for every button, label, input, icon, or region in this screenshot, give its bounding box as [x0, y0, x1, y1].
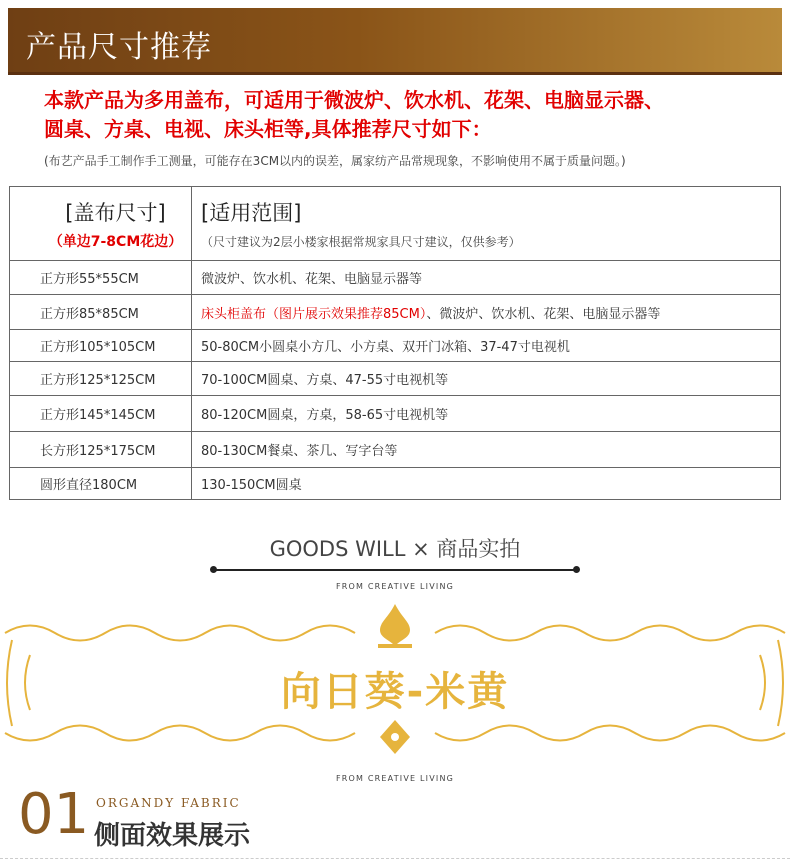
- table-row: [10, 330, 781, 362]
- frame-scroll-top-left: [5, 626, 355, 641]
- frame-scroll-bottom-left: [5, 726, 355, 741]
- diamond-center: [391, 733, 399, 741]
- banner-underline: [8, 72, 782, 75]
- usage-cell: [192, 261, 781, 295]
- size-cell: 正方形85*85CM: [10, 295, 192, 330]
- table-row: [10, 432, 781, 468]
- intro-line-1: 本款产品为多用盖布，可适用于微波炉、饮水机、花架、电脑显示器、: [44, 88, 664, 112]
- variety-name: 向日葵-米黄: [280, 669, 510, 715]
- fleur-de-lis-icon: [380, 604, 410, 646]
- size-cell: 正方形105*105CM: [10, 330, 192, 362]
- usage-cell: [192, 330, 781, 362]
- frame-scroll-bottom-right: [435, 726, 785, 741]
- usage-cell: [192, 362, 781, 396]
- size-cell: 正方形55*55CM: [10, 261, 192, 295]
- table-header-row: [10, 187, 781, 261]
- size-cell: 正方形125*125CM: [10, 362, 192, 396]
- size-cell: 长方形125*175CM: [10, 432, 192, 468]
- goods-divider: [213, 569, 577, 571]
- header-usage-sub: （尺寸建议为2层小楼家根据常规家具尺寸建议，仅供参考）: [201, 235, 521, 249]
- size-cell: 正方形145*145CM: [10, 396, 192, 432]
- usage-text: 80-120CM圆桌，方桌，58-65寸电视机等: [201, 408, 449, 423]
- usage-text: 80-130CM餐桌、茶几、写字台等: [201, 444, 398, 459]
- section-english: ORGANDY FABRIC: [96, 796, 241, 810]
- usage-text: 、微波炉、饮水机、花架、电脑显示器等: [426, 306, 661, 322]
- usage-text: 130-150CM圆桌: [201, 478, 302, 493]
- header-size-title: [盖布尺寸]: [65, 200, 166, 225]
- usage-cell: [192, 432, 781, 468]
- header-cell-usage: [192, 187, 781, 261]
- divider-dot-right: [573, 566, 580, 573]
- tagline-top: FROM CREATIVE LIVING: [335, 582, 455, 591]
- table-row: [10, 362, 781, 396]
- table-row: [10, 261, 781, 295]
- usage-text: 70-100CM圆桌、方桌、47-55寸电视机等: [201, 373, 449, 388]
- measurement-note: (布艺产品手工制作手工测量，可能存在3CM以内的误差，属家纺产品常规现象，不影响使用不属于质量问题。): [44, 154, 626, 168]
- section-number: 01: [18, 782, 90, 847]
- table-row: [10, 396, 781, 432]
- table-row: [10, 295, 781, 330]
- intro-line-2: 圆桌、方桌、电视、床头柜等,具体推荐尺寸如下：: [44, 117, 492, 141]
- usage-text: 微波炉、饮水机、花架、电脑显示器等: [201, 272, 423, 287]
- usage-cell: [192, 396, 781, 432]
- size-table: [9, 186, 781, 500]
- usage-cell: [192, 468, 781, 500]
- goods-title: GOODS WILL × 商品实拍: [269, 537, 521, 561]
- bottom-divider: [0, 858, 790, 859]
- table-body: [10, 261, 781, 500]
- tagline-bottom: FROM CREATIVE LIVING: [335, 774, 455, 783]
- header-usage-title: [适用范围]: [201, 201, 302, 225]
- table-row: [10, 468, 781, 500]
- fleur-base: [378, 644, 412, 648]
- banner-title: 产品尺寸推荐: [26, 30, 212, 65]
- header-size-sub: （单边7-8CM花边）: [48, 233, 183, 250]
- intro-text: [44, 86, 784, 144]
- header-cell-size: [10, 187, 192, 261]
- usage-cell: [192, 295, 781, 330]
- usage-text: 50-80CM小圆桌小方几、小方桌、双开门冰箱、37-47寸电视机: [201, 340, 570, 355]
- usage-highlight: 床头柜盖布（图片展示效果推荐85CM）: [201, 306, 427, 322]
- size-cell: 圆形直径180CM: [10, 468, 192, 500]
- header-banner: [8, 8, 782, 72]
- frame-scroll-top-right: [435, 626, 785, 641]
- section-title: 侧面效果展示: [94, 821, 251, 851]
